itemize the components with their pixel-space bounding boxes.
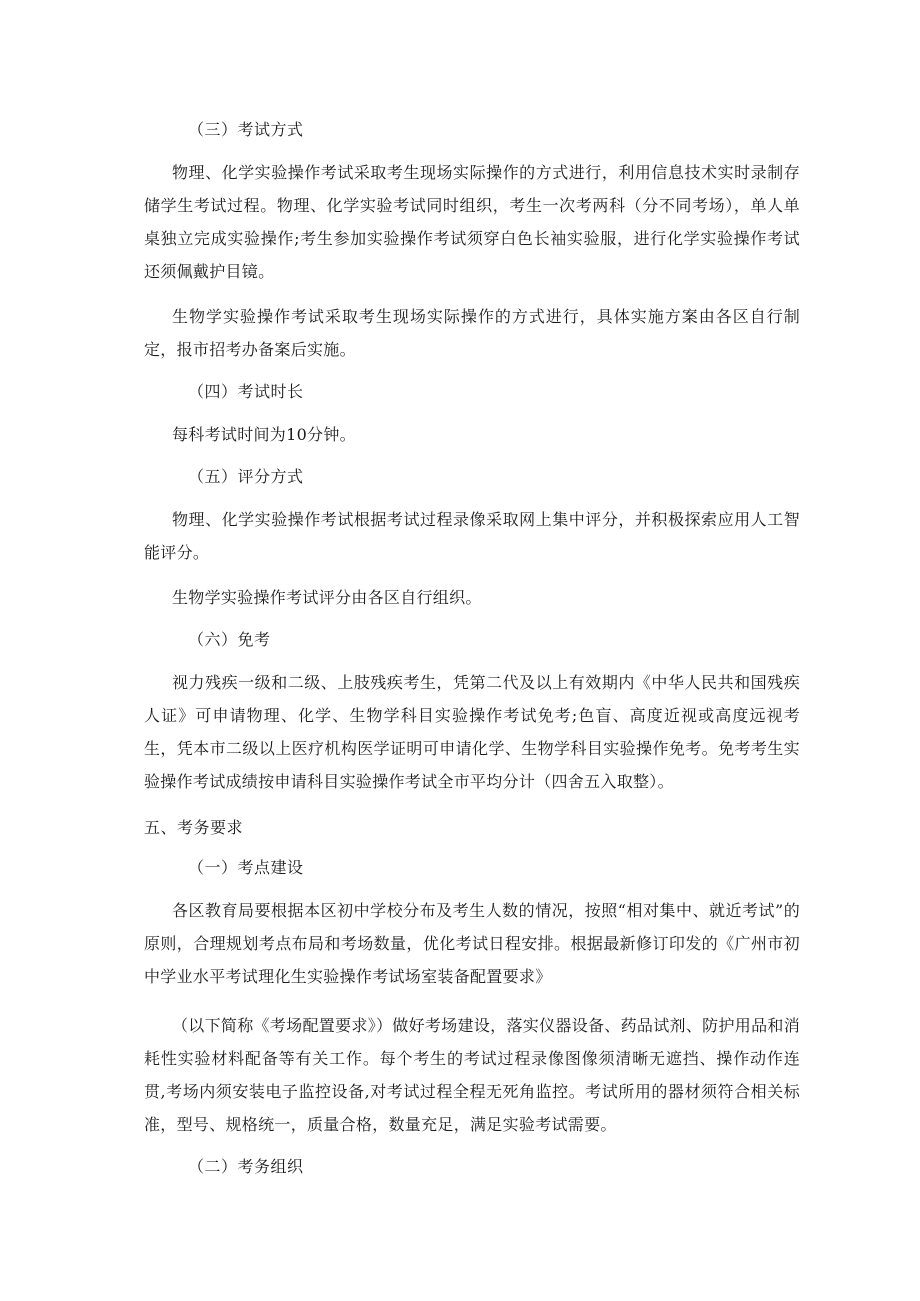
document-body (144, 116, 800, 1181)
paragraph-physics-chemistry-method: 物理、化学实验操作考试采取考生现场实际操作的方式进行，利用信息技术实时录制存储学生考试过程。物理、化学实验考试同时组织，考生一次考两科（分不同考场），单人单桌独立完成实验操作;考生参加实验操作考试须穿白色长袖实验服，进行化学实验操作考试还须佩戴护目镜。 (144, 163, 800, 281)
paragraph-exemption: 视力残疾一级和二级、上肢残疾考生，凭第二代及以上有效期内《中华人民共和国残疾人证》可申请物理、化学、生物学科目实验操作考试免考;色盲、高度近视或高度远视考生，凭本市二级以上医疗机构医学证明可申请化学、生物学科目实验操作免考。免考考生实验操作考试成绩按申请科目实验操作考试全市平均分计（四舍五入取整）。 (144, 673, 800, 791)
paragraph-exam-site-equipment: （以下简称《考场配置要求》）做好考场建设，落实仪器设备、药品试剂、防护用品和消耗性实验材料配备等有关工作。每个考生的考试过程录像图像须清晰无遮挡、操作动作连贯,考场内须安装电子监控设备,对考试过程全程无死角监控。考试所用的器材须符合相关标准，型号、规格统一，质量合格，数量充足，满足实验考试需要。 (144, 1016, 800, 1134)
paragraph-exam-site-planning: 各区教育局要根据本区初中学校分布及考生人数的情况，按照“相对集中、就近考试”的原则，合理规划考点布局和考场数量，优化考试日程安排。根据最新修订印发的《广州市初中学业水平考试理化生实验操作考试场室装备配置要求》 (144, 901, 800, 986)
paragraph-biology-scoring: 生物学实验操作考试评分由各区自行组织。 (172, 588, 482, 607)
section-heading-exam-organization: （二）考务组织 (188, 1157, 304, 1176)
paragraph-physics-chemistry-scoring: 物理、化学实验操作考试根据考试过程录像采取网上集中评分，并积极探索应用人工智能评分。 (144, 510, 800, 562)
section-heading-exemption: （六）免考 (188, 630, 271, 649)
paragraph-exam-duration: 每科考试时间为10分钟。 (172, 425, 356, 444)
section-heading-exam-duration: （四）考试时长 (188, 382, 304, 401)
section-heading-exam-site: （一）考点建设 (188, 858, 304, 877)
chapter-heading-exam-affairs: 五、考务要求 (144, 818, 244, 837)
paragraph-biology-method: 生物学实验操作考试采取考生现场实际操作的方式进行，具体实施方案由各区自行制定，报市招考办备案后实施。 (144, 307, 800, 359)
section-heading-scoring: （五）评分方式 (188, 467, 304, 486)
section-heading-exam-method: （三）考试方式 (188, 120, 304, 139)
